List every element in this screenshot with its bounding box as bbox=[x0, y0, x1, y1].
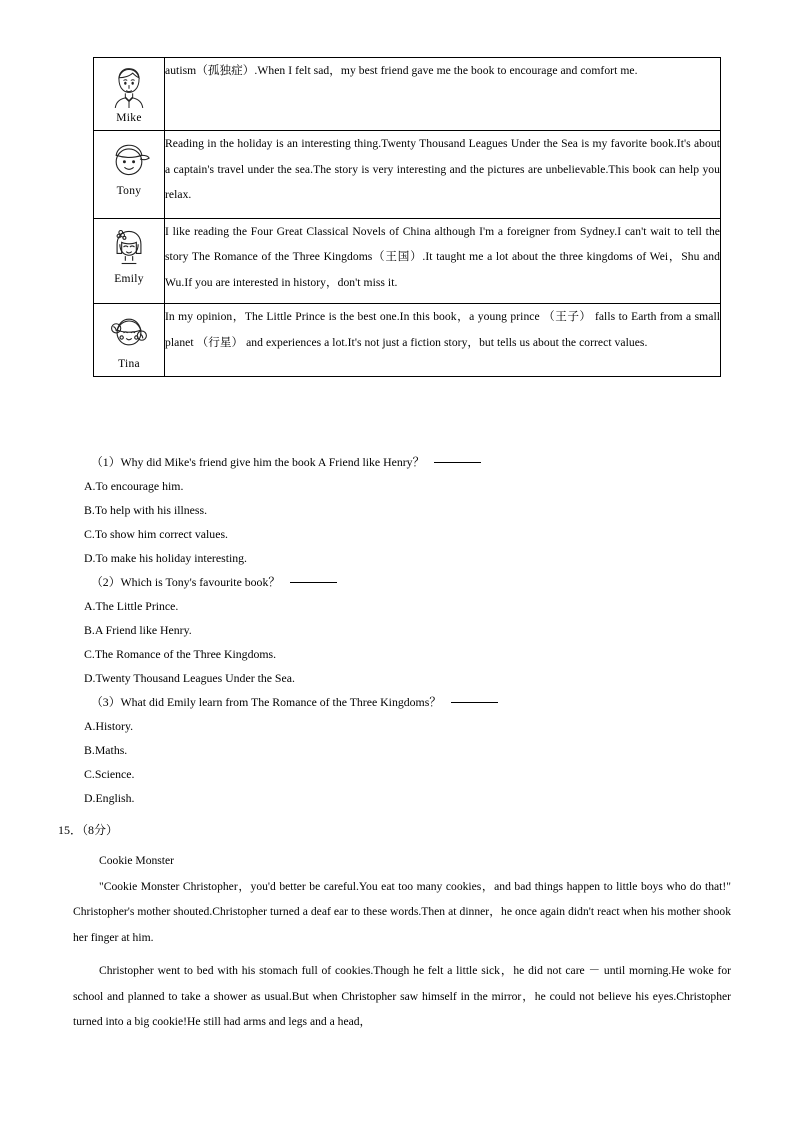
passage-cell-tina bbox=[165, 304, 721, 377]
passage-text: In my opinion，The Little Prince is the best one.In this book，a young prince （王子） falls to Earth from a small planet （行星） and experiences a lot.It's not just a fiction story，but tells us about the correct values. bbox=[165, 310, 720, 349]
table-row bbox=[94, 304, 721, 377]
answer-blank[interactable] bbox=[451, 702, 498, 703]
question-option[interactable]: A.To encourage him. bbox=[84, 479, 184, 493]
avatar-cell-tina bbox=[94, 304, 165, 377]
answer-blank[interactable] bbox=[290, 582, 337, 583]
avatar-label: Tina bbox=[118, 358, 140, 370]
boy-short-hair-avatar-icon bbox=[107, 64, 151, 108]
question-3 bbox=[73, 690, 733, 810]
passage-cell-tony bbox=[165, 131, 721, 219]
avatar-cell-tony bbox=[94, 131, 165, 219]
question-option[interactable]: B.Maths. bbox=[84, 743, 128, 757]
question-stem-text: （1）Why did Mike's friend give him the book A Friend like Henry？ bbox=[91, 455, 425, 469]
table-row bbox=[94, 131, 721, 219]
girl-with-flower-avatar-icon bbox=[107, 225, 151, 269]
question-option[interactable]: A.History. bbox=[84, 719, 134, 733]
question-stem-text: （2）Which is Tony's favourite book？ bbox=[91, 575, 281, 589]
avatar-label: Tony bbox=[116, 185, 142, 197]
questions-block bbox=[73, 450, 733, 810]
question-option[interactable]: D.English. bbox=[84, 791, 135, 805]
section-number-15: 15．（8分） bbox=[58, 823, 119, 837]
girl-with-buns-avatar-icon bbox=[107, 310, 151, 354]
passage-cell-mike bbox=[165, 58, 721, 131]
passage-text: Reading in the holiday is an interesting thing.Twenty Thousand Leagues Under the Sea is my favorite book.It's about a captain's travel under the sea.The story is very interesting and the pictures are unbelievable.This book can help you relax. bbox=[165, 137, 720, 201]
question-option[interactable]: C.The Romance of the Three Kingdoms. bbox=[84, 647, 277, 661]
question-option[interactable]: B.A Friend like Henry. bbox=[84, 623, 192, 637]
question-option[interactable]: C.To show him correct values. bbox=[84, 527, 228, 541]
avatar-cell-mike bbox=[94, 58, 165, 131]
boy-with-cap-avatar-icon bbox=[107, 137, 151, 181]
answer-blank[interactable] bbox=[434, 462, 481, 463]
question-stem bbox=[91, 570, 733, 594]
question-stem-text: （3）What did Emily learn from The Romance of the Three Kingdoms？ bbox=[91, 695, 442, 709]
passage-cell-emily bbox=[165, 218, 721, 304]
question-option[interactable]: B.To help with his illness. bbox=[84, 503, 208, 517]
question-option[interactable]: C.Science. bbox=[84, 767, 135, 781]
question-stem bbox=[91, 450, 733, 474]
passage-paragraph: "Cookie Monster Christopher，you'd better be careful.You eat too many cookies，and bad things happen to little boys who do that!" Christopher's mother shouted.Christopher turned a deaf ear to these words.Then at dinner，he once again didn't react when his mother shook her finger at him. bbox=[73, 879, 731, 944]
passage-cookie-monster bbox=[73, 848, 731, 1035]
question-option[interactable]: D.To make his holiday interesting. bbox=[84, 551, 247, 565]
question-stem bbox=[91, 690, 733, 714]
passage-paragraph: Christopher went to bed with his stomach full of cookies.Though he felt a little sick，he did not care － until morning.He woke for school and planned to take a shower as usual.But when Christopher saw himself in the mirror，he could not believe his eyes.Christopher turned into a big cookie!He still had arms and legs and a head， bbox=[73, 964, 731, 1028]
passage-text: I like reading the Four Great Classical Novels of China although I'm a foreigner from Sydney.I can't wait to tell the story The Romance of the Three Kingdoms（王国）.It taught me a lot about the three kingdoms of Wei，Shu and Wu.If you are interested in history，don't miss it. bbox=[165, 224, 720, 289]
reading-passage-table bbox=[93, 57, 721, 377]
avatar-label: Emily bbox=[114, 272, 144, 285]
question-2 bbox=[73, 570, 733, 690]
table-row bbox=[94, 218, 721, 304]
passage-title: Cookie Monster bbox=[99, 854, 175, 867]
question-option[interactable]: D.Twenty Thousand Leagues Under the Sea. bbox=[84, 671, 295, 685]
question-option[interactable]: A.The Little Prince. bbox=[84, 599, 179, 613]
question-1 bbox=[73, 450, 733, 570]
avatar-cell-emily bbox=[94, 218, 165, 304]
avatar-label: Mike bbox=[116, 112, 142, 124]
table-row bbox=[94, 58, 721, 131]
passage-text: autism（孤独症）.When I felt sad，my best friend gave me the book to encourage and comfort me. bbox=[165, 64, 638, 77]
